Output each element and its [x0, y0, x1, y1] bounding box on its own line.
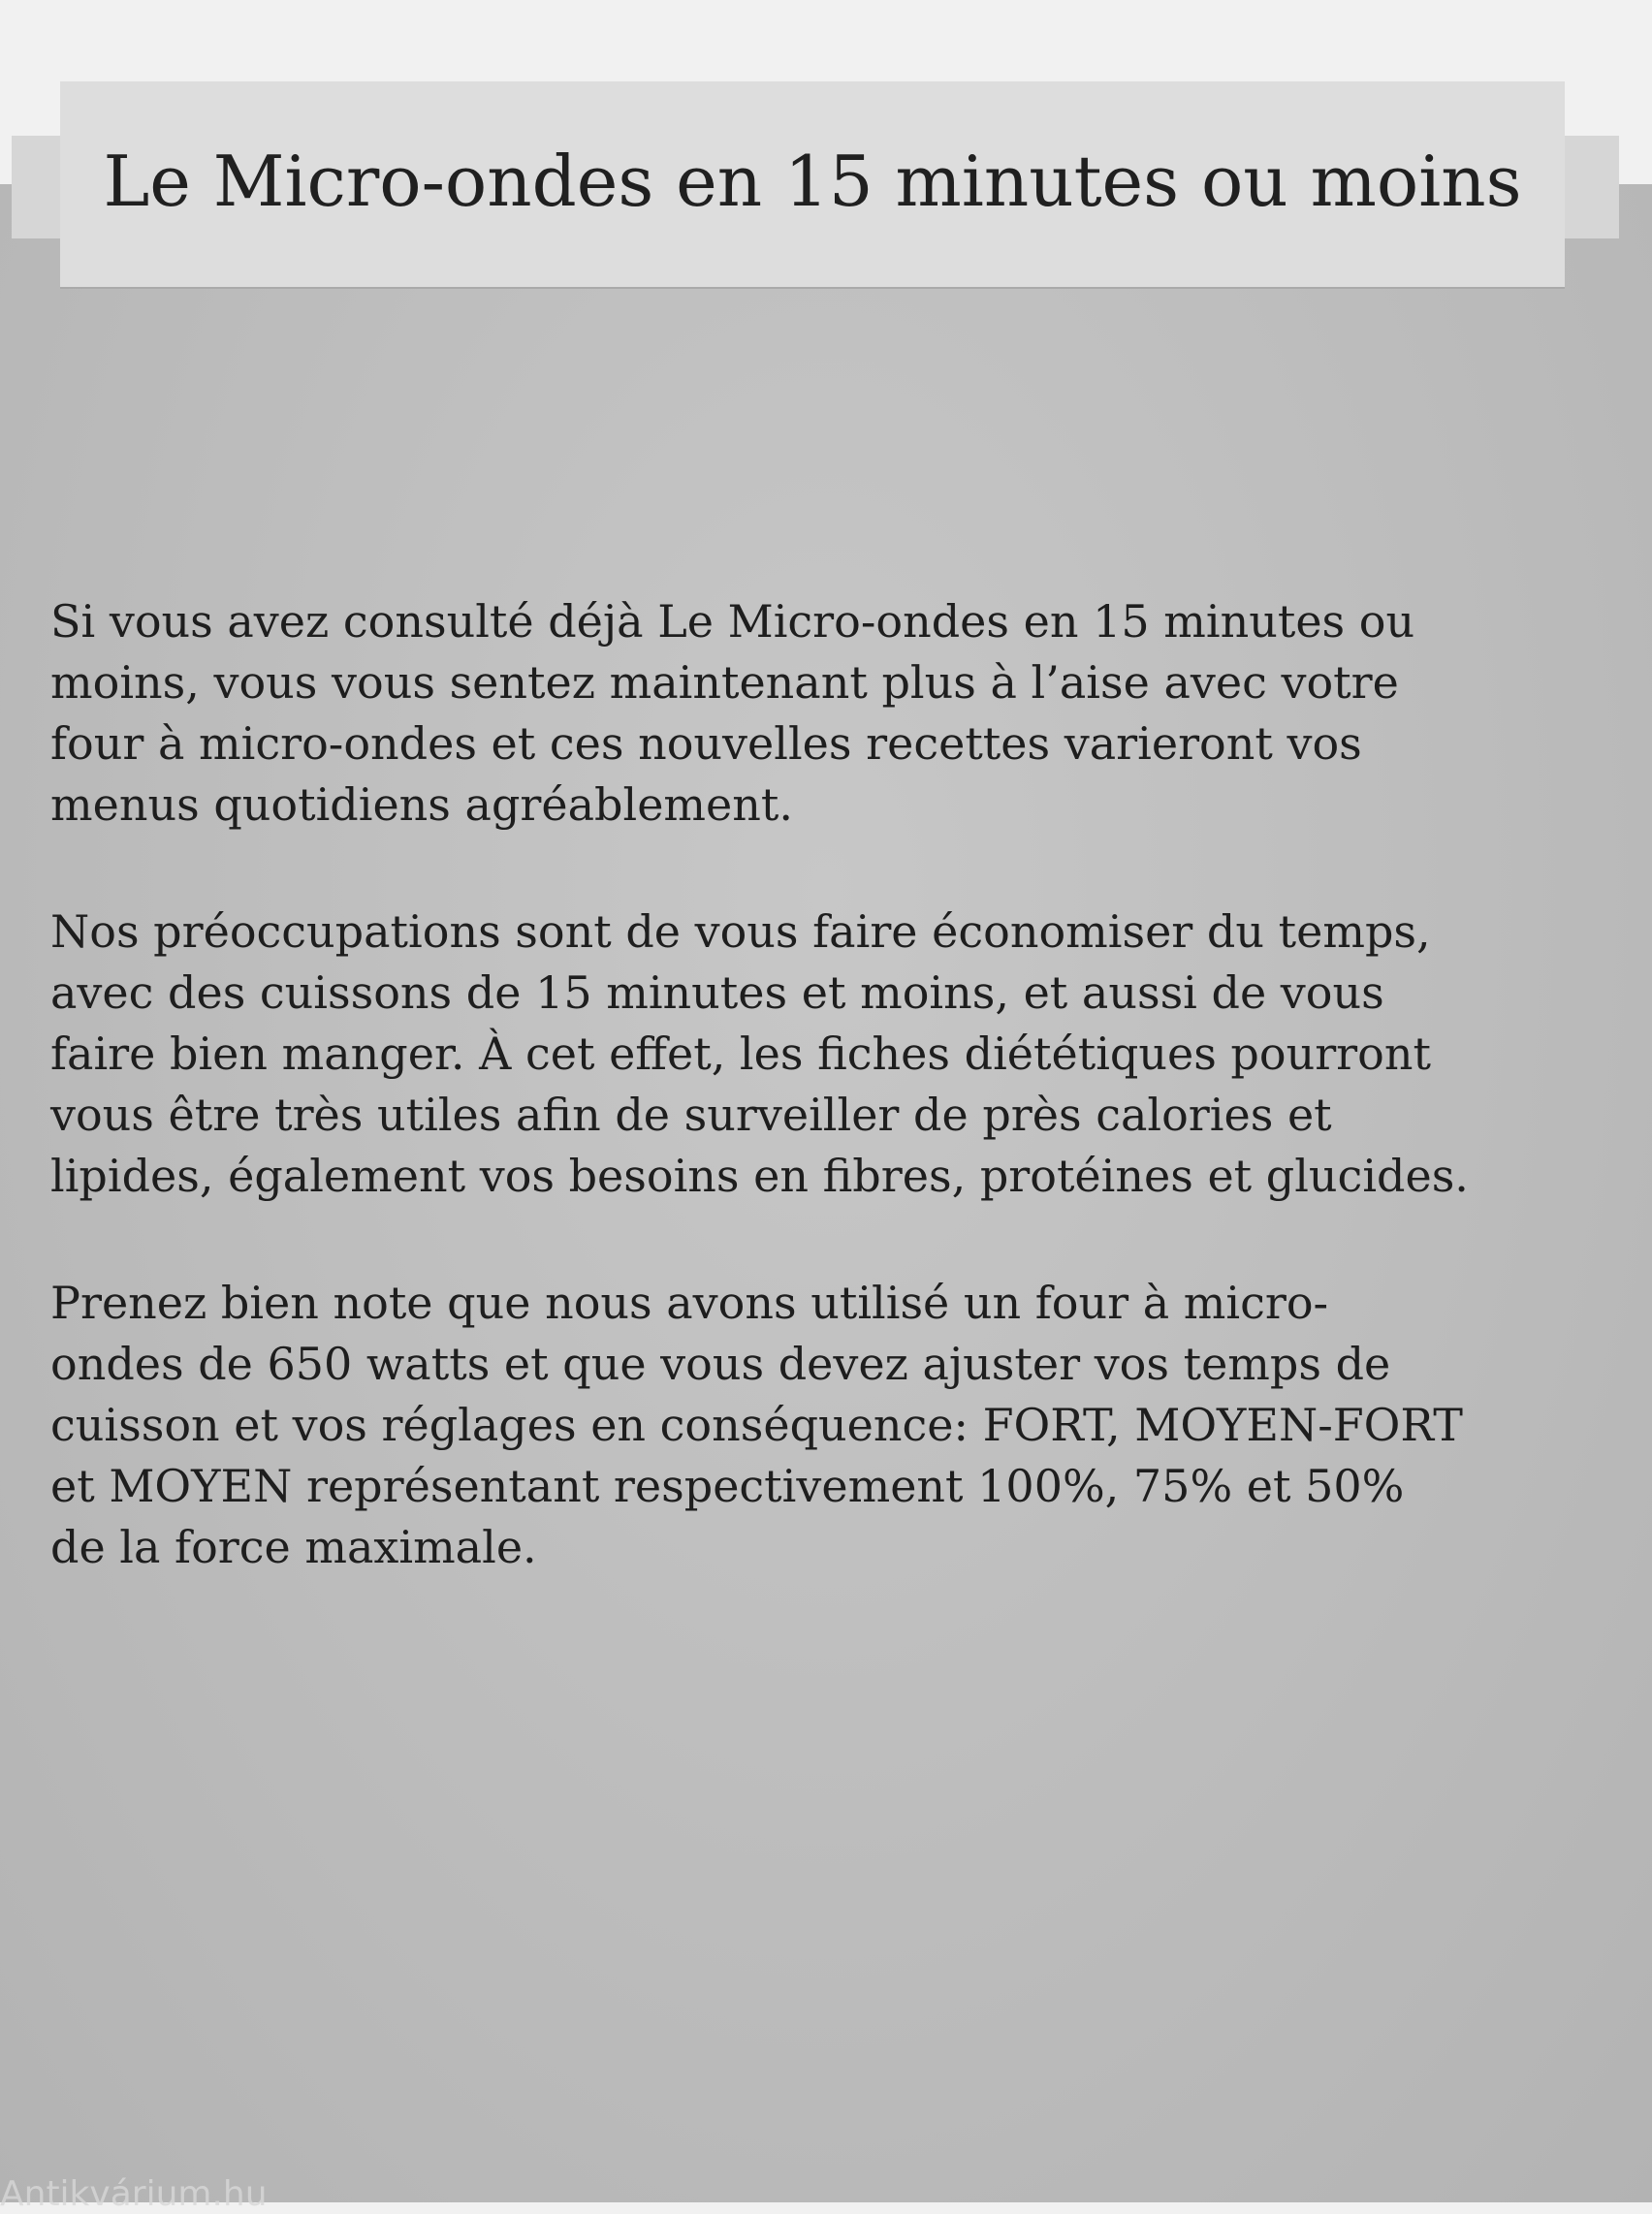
watermark: Antikvárium.hu — [0, 2175, 268, 2214]
text-line: vous être très utiles afin de surveiller de près calories et — [50, 1089, 1332, 1141]
paragraph-intro — [50, 591, 1563, 836]
paragraph-power-settings — [50, 1273, 1563, 1578]
text-line: Nos préoccupations sont de vous faire économiser du temps, — [50, 905, 1431, 958]
body-text — [50, 591, 1563, 1644]
text-line: moins, vous vous sentez maintenant plus à l’aise avec votre — [50, 656, 1399, 709]
text-line: menus quotidiens agréablement. — [50, 778, 793, 831]
text-line: faire bien manger. À cet effet, les fiches diététiques pourront — [50, 1028, 1431, 1080]
text-line: Prenez bien note que nous avons utilisé un four à micro- — [50, 1277, 1329, 1329]
text-line: four à micro-ondes et ces nouvelles recettes varieront vos — [50, 717, 1362, 770]
text-line: de la force maximale. — [50, 1521, 537, 1573]
text-line: et MOYEN représentant respectivement 100%, 75% et 50% — [50, 1460, 1405, 1512]
text-line: Si vous avez consulté déjà Le Micro-ondes en 15 minutes ou — [50, 595, 1415, 648]
text-line: ondes de 650 watts et que vous devez ajuster vos temps de — [50, 1338, 1391, 1390]
text-line: avec des cuissons de 15 minutes et moins, et aussi de vous — [50, 966, 1384, 1019]
text-line: cuisson et vos réglages en conséquence: FORT, MOYEN-FORT — [50, 1399, 1463, 1451]
page-title: Le Micro-ondes en 15 minutes ou moins — [103, 141, 1522, 222]
paragraph-concerns — [50, 901, 1563, 1207]
text-line: lipides, également vos besoins en fibres, protéines et glucides. — [50, 1150, 1469, 1202]
